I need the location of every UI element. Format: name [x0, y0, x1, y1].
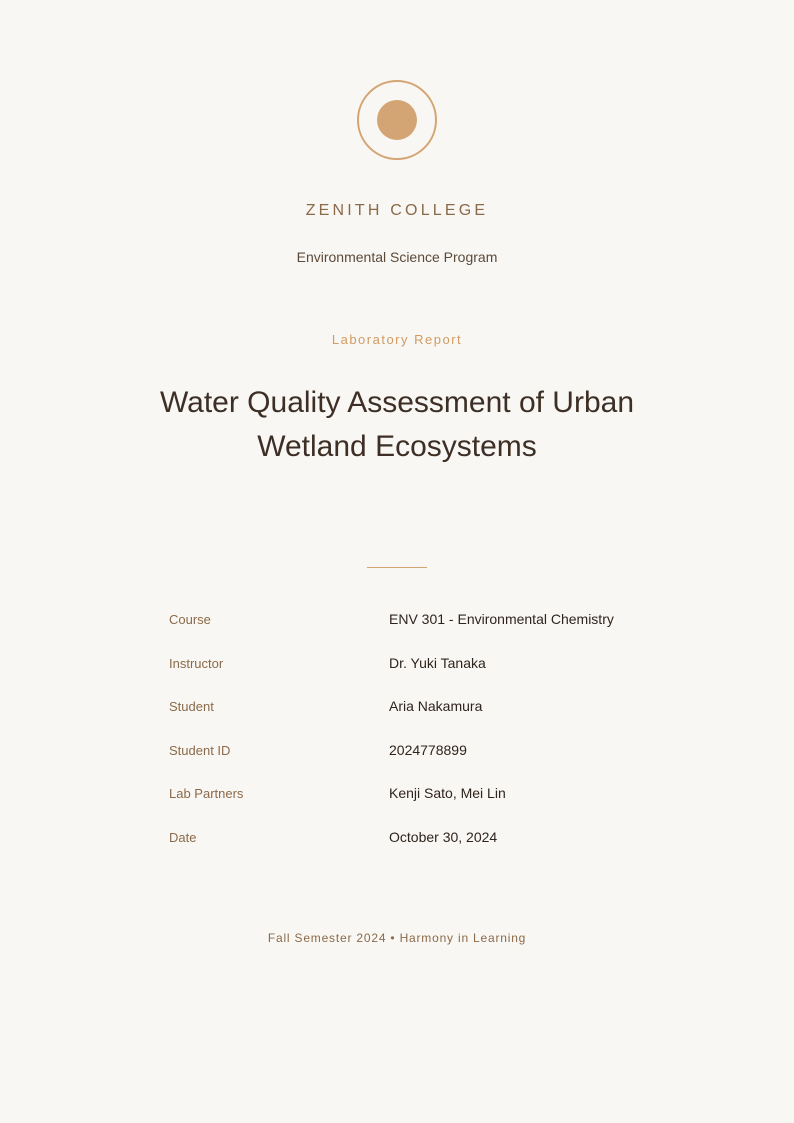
detail-row-lab-partners — [169, 783, 649, 827]
logo-center-dot — [377, 100, 417, 140]
college-name: ZENITH COLLEGE — [305, 202, 489, 219]
detail-label: Student ID — [169, 742, 231, 758]
detail-label: Student — [169, 699, 214, 715]
detail-value: 2024778899 — [389, 741, 467, 758]
detail-label: Course — [169, 612, 211, 627]
details-table — [169, 609, 649, 871]
detail-row-student — [169, 696, 649, 740]
detail-row-date — [169, 827, 649, 871]
detail-row-student-id — [169, 740, 649, 784]
college-logo-icon — [357, 80, 437, 160]
detail-row-instructor — [169, 653, 649, 697]
detail-row-course — [169, 609, 649, 653]
detail-value: ENV 301 - Environmental Chemistry — [389, 611, 614, 627]
detail-label: Instructor — [169, 655, 224, 671]
detail-label: Date — [169, 829, 197, 845]
detail-label: Lab Partners — [169, 786, 244, 802]
title-divider — [367, 567, 427, 568]
report-title: Water Quality Assessment of Urban Wetland Ecosystems — [159, 386, 635, 463]
detail-value: Dr. Yuki Tanaka — [389, 654, 486, 671]
footer-text: Fall Semester 2024 • Harmony in Learning — [267, 931, 527, 945]
detail-value: Kenji Sato, Mei Lin — [389, 785, 506, 802]
report-type: Laboratory Report — [331, 332, 463, 347]
detail-value: October 30, 2024 — [389, 828, 498, 845]
program-name: Environmental Science Program — [296, 249, 498, 265]
detail-value: Aria Nakamura — [389, 698, 483, 715]
